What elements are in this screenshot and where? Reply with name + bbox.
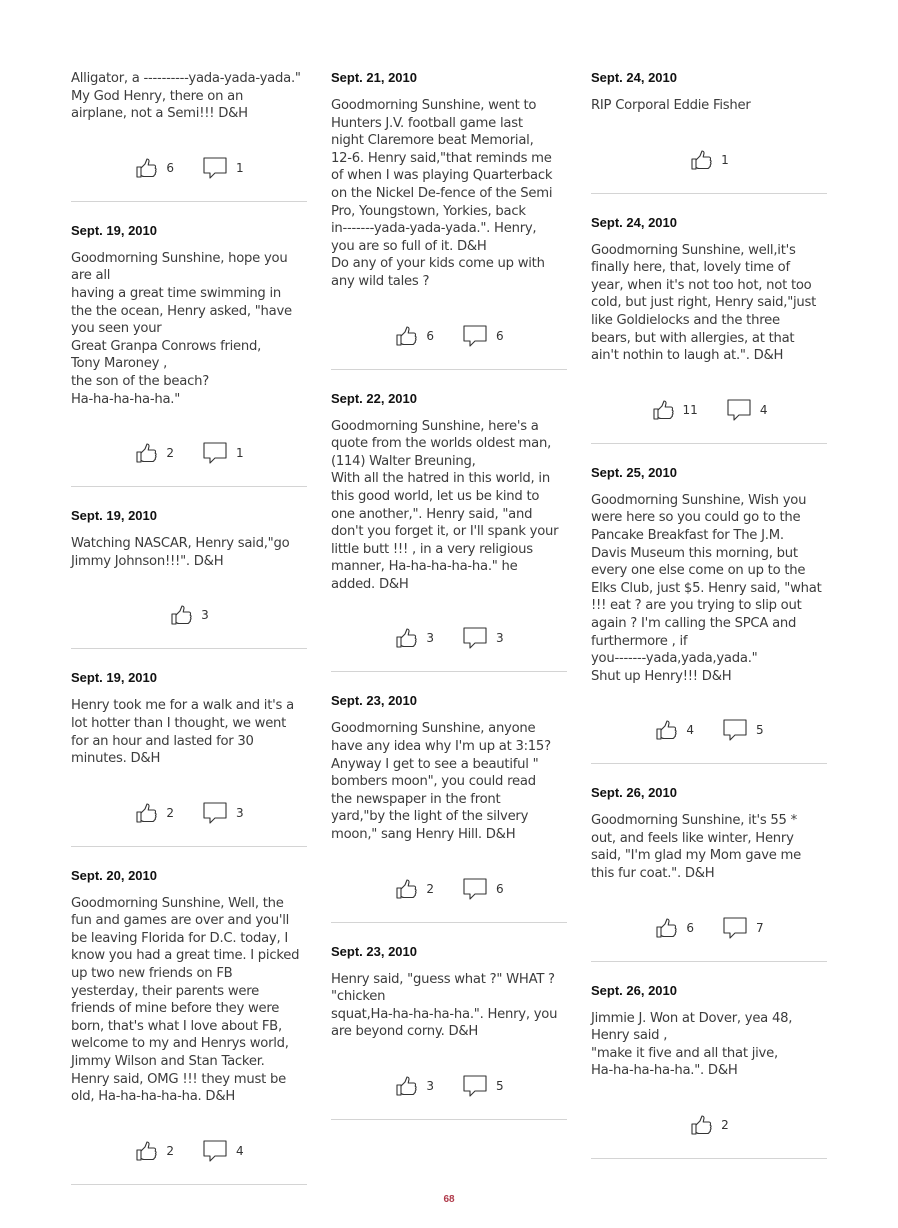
- comment-button[interactable]: [462, 877, 504, 901]
- post-text: Henry said, "guess what ?" WHAT ? "chicken squat,Ha-ha-ha-ha-ha.". Henry, you are beyond corny. D&H: [331, 971, 558, 1040]
- comment-button[interactable]: [202, 156, 244, 180]
- like-button[interactable]: [394, 626, 434, 650]
- comment-button[interactable]: [462, 626, 504, 650]
- post-text: Goodmorning Sunshine, Well, the fun and games are over and you'll be leaving Florida for D.C. today, I know you had a great time. I picked up two new friends on FB yesterday, their parents were friends of mine before they were born, that's what I love about FB, welcome to my and Henrys world, Jimmy Wilson and Stan Tacker. Henry said, OMG !!! they must be old, Ha-ha-ha-ha-ha. D&H: [71, 895, 300, 1105]
- like-button[interactable]: [689, 1113, 729, 1137]
- comment-button[interactable]: [722, 718, 764, 742]
- like-count: 2: [166, 1143, 174, 1158]
- like-button[interactable]: [169, 603, 209, 627]
- thumbs-up-icon: [134, 801, 158, 825]
- like-button[interactable]: [654, 718, 694, 742]
- post-spacer: [591, 962, 827, 983]
- like-button[interactable]: [689, 148, 729, 172]
- post-text: Goodmorning Sunshine, it's 55 * out, and feels like winter, Henry said, "I'm glad my Mom gave me this fur coat.". D&H: [591, 813, 802, 882]
- comment-count: 4: [759, 402, 768, 417]
- column-2: [331, 70, 567, 1120]
- post-stats: [591, 365, 827, 443]
- speech-bubble-icon: [202, 441, 228, 465]
- column-3: [591, 70, 827, 1159]
- post-date: Sept. 19, 2010: [71, 222, 157, 238]
- comment-count: 4: [236, 1143, 244, 1158]
- comment-count: 6: [496, 881, 504, 896]
- post-spacer: [331, 370, 567, 391]
- post: [71, 223, 307, 487]
- post-spacer: [71, 487, 307, 508]
- like-button[interactable]: [394, 877, 434, 901]
- speech-bubble-icon: [462, 626, 488, 650]
- comment-button[interactable]: [202, 1139, 244, 1163]
- comment-button[interactable]: [726, 398, 768, 422]
- post: [71, 868, 307, 1185]
- post: [71, 508, 307, 649]
- post: [591, 983, 827, 1159]
- like-count: 6: [166, 160, 174, 175]
- post-date: Sept. 19, 2010: [71, 670, 157, 686]
- post: [71, 670, 307, 846]
- like-button[interactable]: [394, 1074, 434, 1098]
- speech-bubble-icon: [722, 718, 748, 742]
- comment-button[interactable]: [722, 916, 764, 940]
- like-count: 6: [686, 920, 694, 935]
- thumbs-up-icon: [394, 1074, 418, 1098]
- like-button[interactable]: [134, 441, 174, 465]
- like-count: 6: [426, 328, 434, 343]
- comment-count: 1: [236, 160, 244, 175]
- post: [591, 215, 827, 444]
- thumbs-up-icon: [654, 718, 678, 742]
- like-button[interactable]: [134, 801, 174, 825]
- post-spacer: [71, 847, 307, 868]
- like-count: 4: [686, 723, 694, 738]
- post-text: Goodmorning Sunshine, hope you are all having a great time swimming in the the ocean, Henry asked, "have you seen your Great Granpa Conrows friend, Tony Maroney , the son of the beach? Ha-ha-ha-ha-ha.": [71, 250, 292, 407]
- post: [331, 693, 567, 922]
- thumbs-up-icon: [394, 877, 418, 901]
- like-count: 2: [426, 881, 434, 896]
- comment-button[interactable]: [202, 441, 244, 465]
- comment-count: 5: [756, 723, 764, 738]
- page-number: 68: [443, 1194, 455, 1205]
- post-text: Goodmorning Sunshine, well,it's finally here, that, lovely time of year, when it's not too hot, not too cold, but just right, Henry said,"just like Goldielocks and the three bears, but with allergies, at that ain't nothin to laugh at.". D&H: [591, 242, 817, 364]
- like-button[interactable]: [134, 156, 174, 180]
- post-stats: [591, 685, 827, 763]
- post-stats: [71, 123, 307, 201]
- post: [591, 785, 827, 961]
- thumbs-up-icon: [654, 916, 678, 940]
- comment-count: 1: [236, 446, 244, 461]
- post: [591, 465, 827, 765]
- post-date: Sept. 25, 2010: [591, 464, 677, 480]
- thumbs-up-icon: [651, 398, 675, 422]
- post-stats: [591, 115, 827, 193]
- speech-bubble-icon: [462, 1074, 488, 1098]
- like-button[interactable]: [651, 398, 698, 422]
- post: [331, 391, 567, 673]
- post-stats: [331, 593, 567, 671]
- like-count: 2: [721, 1118, 729, 1133]
- like-count: 1: [721, 152, 729, 167]
- thumbs-up-icon: [134, 441, 158, 465]
- post-stats: [71, 408, 307, 486]
- speech-bubble-icon: [722, 916, 748, 940]
- post-spacer: [591, 194, 827, 215]
- comment-count: 5: [496, 1079, 504, 1093]
- speech-bubble-icon: [202, 156, 228, 180]
- like-count: 2: [166, 805, 174, 820]
- post-spacer: [71, 649, 307, 670]
- speech-bubble-icon: [462, 877, 488, 901]
- speech-bubble-icon: [202, 1139, 228, 1163]
- thumbs-up-icon: [134, 156, 158, 180]
- like-count: 3: [201, 608, 209, 623]
- post-text: RIP Corporal Eddie Fisher: [591, 98, 751, 113]
- post-spacer: [591, 444, 827, 465]
- comment-count: 3: [496, 631, 504, 646]
- post-spacer: [331, 672, 567, 693]
- post-text: Alligator, a ----------yada-yada-yada." My God Henry, there on an airplane, not a Semi!!! D&H: [71, 71, 301, 122]
- post-text: Henry took me for a walk and it's a lot hotter than I thought, we went for an hour and lasted for 30 minutes. D&H: [71, 698, 294, 767]
- post-text: Goodmorning Sunshine, Wish you were here so you could go to the Pancake Breakfast for The J.M. Davis Museum this morning, but every one else come on up to the Elks Club, just $5. Henry said, "what !!! eat ? are you trying to slip out again ? I'm calling the SPCA and furthermore , if you-------yada,yada,yada." Shut up Henry!!! D&H: [591, 492, 822, 684]
- post: [591, 70, 827, 194]
- post-stats: [591, 883, 827, 961]
- speech-bubble-icon: [202, 801, 228, 825]
- post-date: Sept. 20, 2010: [71, 867, 157, 883]
- like-count: 11: [682, 402, 698, 417]
- post-text: Watching NASCAR, Henry said,"go Jimmy Johnson!!!". D&H: [71, 536, 290, 569]
- post-stats: [591, 1080, 827, 1158]
- post-text: Goodmorning Sunshine, anyone have any idea why I'm up at 3:15? Anyway I get to see a beautiful " bombers moon", you could read the newspaper in the front yard,"by the light of the silvery moon," sang Henry Hill. D&H: [331, 721, 551, 843]
- post-date: Sept. 23, 2010: [331, 693, 417, 709]
- thumbs-up-icon: [689, 1113, 713, 1137]
- post: [71, 70, 307, 202]
- post-stats: [71, 768, 307, 846]
- comment-count: 7: [756, 920, 764, 935]
- like-button[interactable]: [394, 324, 434, 348]
- post-text: Goodmorning Sunshine, went to Hunters J.V. football game last night Claremore beat Memorial, 12-6. Henry said,"that reminds me of when I was playing Quarterback on the Nickel De-fence of the Semi Pro, Youngstown, Yorkies, back in-------yada-yada-yada.". Henry, you are so full of it. D&H Do any of your kids come up with any wild tales ?: [331, 98, 553, 289]
- like-button[interactable]: [654, 916, 694, 940]
- post-stats: [331, 1041, 567, 1119]
- post-stats: [71, 570, 307, 648]
- like-count: 3: [426, 631, 434, 646]
- post-stats: [331, 291, 567, 369]
- like-button[interactable]: [134, 1139, 174, 1163]
- post-date: Sept. 22, 2010: [331, 390, 417, 406]
- comment-count: 3: [236, 805, 244, 820]
- post-text: Jimmie J. Won at Dover, yea 48, Henry said , "make it five and all that jive, Ha-ha-ha-ha-ha.". D&H: [591, 1010, 793, 1079]
- thumbs-up-icon: [394, 626, 418, 650]
- speech-bubble-icon: [726, 398, 752, 422]
- post-date: Sept. 24, 2010: [591, 70, 677, 85]
- post-date: Sept. 21, 2010: [331, 70, 417, 85]
- thumbs-up-icon: [394, 324, 418, 348]
- comment-button[interactable]: [462, 324, 504, 348]
- thumbs-up-icon: [689, 148, 713, 172]
- speech-bubble-icon: [462, 324, 488, 348]
- post-spacer: [331, 923, 567, 944]
- comment-button[interactable]: [462, 1074, 504, 1098]
- column-1: [71, 70, 307, 1185]
- comment-button[interactable]: [202, 801, 244, 825]
- post-spacer: [71, 202, 307, 223]
- comment-count: 6: [496, 328, 504, 343]
- post-date: Sept. 26, 2010: [591, 785, 677, 801]
- post-date: Sept. 24, 2010: [591, 214, 677, 230]
- post-date: Sept. 19, 2010: [71, 508, 157, 524]
- like-count: 2: [166, 446, 174, 461]
- post-text: Goodmorning Sunshine, here's a quote from the worlds oldest man, (114) Walter Breuning, With all the hatred in this world, in this good world, let us be kind to one another,". Henry said, "and don't you forget it, or I'll spank your little butt !!! , in a very religious manner, Ha-ha-ha-ha-ha." he added. D&H: [331, 418, 559, 592]
- post-date: Sept. 26, 2010: [591, 982, 677, 998]
- like-count: 3: [426, 1079, 434, 1093]
- post-spacer: [591, 764, 827, 785]
- thumbs-up-icon: [134, 1139, 158, 1163]
- post: [331, 70, 567, 370]
- post-stats: [331, 844, 567, 922]
- thumbs-up-icon: [169, 603, 193, 627]
- post: [331, 944, 567, 1120]
- post-stats: [71, 1106, 307, 1184]
- post-date: Sept. 23, 2010: [331, 943, 417, 959]
